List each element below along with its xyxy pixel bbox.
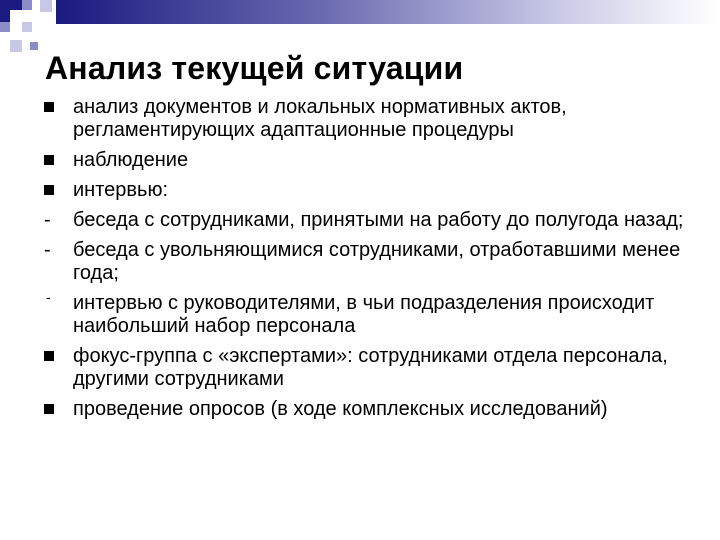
- page-title: Анализ текущей ситуации: [45, 50, 464, 86]
- deco-square: [22, 0, 32, 10]
- list-item-text: проведение опросов (в ходе комплексных исследований): [73, 398, 608, 420]
- list-item-text: интервью с руководителями, в чьи подразделения происходит наибольший набор персонала: [73, 292, 655, 337]
- square-bullet-icon: [44, 404, 54, 414]
- square-bullet-icon: [44, 155, 54, 165]
- list-item: [44, 345, 684, 391]
- square-bullet-icon: [44, 185, 54, 195]
- list-item-text: наблюдение: [73, 149, 189, 171]
- list-item-text: фокус-группа с «экспертами»: сотрудниками отдела персонала, другими сотрудниками: [73, 345, 668, 390]
- list-item-text: интервью:: [73, 179, 168, 201]
- list-item: [44, 239, 684, 285]
- list-item-text: беседа с сотрудниками, принятыми на работу до полугода назад;: [73, 209, 684, 231]
- list-item: [44, 149, 684, 172]
- dash-bullet-icon: -: [44, 239, 51, 261]
- list-item-text: беседа с увольняющимися сотрудниками, отработавшими менее года;: [73, 239, 681, 284]
- bullet-list: [44, 96, 684, 428]
- deco-square: [10, 10, 22, 22]
- dash-bullet-icon: -: [44, 209, 51, 231]
- deco-square: [30, 42, 38, 50]
- deco-square: [22, 22, 32, 32]
- deco-square: [10, 40, 22, 52]
- deco-square: [0, 22, 10, 32]
- deco-gradient-bar: [56, 0, 720, 24]
- list-item: [44, 289, 684, 338]
- list-item: [44, 96, 684, 142]
- list-item-text: анализ документов и локальных нормативных актов, регламентирующих адаптационные процедуры: [73, 96, 567, 141]
- list-item: [44, 179, 684, 202]
- square-bullet-icon: [44, 102, 54, 112]
- deco-square: [40, 0, 52, 12]
- list-item: [44, 398, 684, 421]
- dash-bullet-icon: -: [46, 289, 51, 305]
- list-item: [44, 209, 684, 232]
- square-bullet-icon: [44, 351, 54, 361]
